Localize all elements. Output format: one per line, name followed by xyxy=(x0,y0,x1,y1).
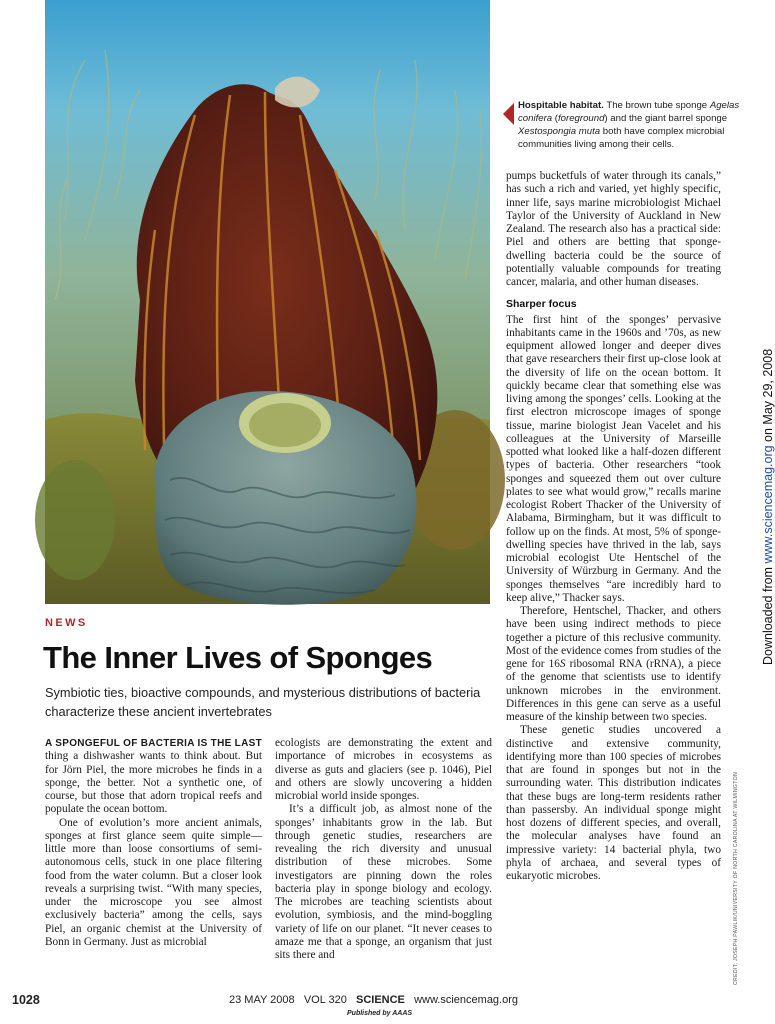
caption-text: ) and the giant barrel sponge xyxy=(604,113,728,124)
sponge-photo xyxy=(45,0,490,604)
middle-column xyxy=(275,737,492,962)
text: S xyxy=(559,658,566,670)
photo-caption xyxy=(503,99,753,151)
lead-in: A SPONGEFUL OF BACTERIA IS THE LAST xyxy=(45,738,262,749)
text: on May 29, 2008 xyxy=(761,348,775,446)
paragraph: ecologists are demonstrating the extent and importance of microbes in ecosystems as diverse as guts and glaciers (see p. 1046), Piel and others are slowly uncovering a hidden microbial world inside sponges. xyxy=(275,737,492,802)
volume: VOL 320 xyxy=(303,994,347,1006)
caption-text: The brown tube sponge xyxy=(606,100,710,111)
photo-credit: CREDIT: JOSEPH PAWLIK/UNIVERSITY OF NORTH CAROLINA AT WILMINGTON xyxy=(733,772,739,985)
text: Downloaded from xyxy=(761,563,775,665)
caption-species: Xestospongia muta xyxy=(518,126,601,137)
paragraph: One of evolution’s more ancient animals, sponges at first glance seem quite simple—little more than loose consortiums of semi-autonomous cells, stuck in one place filtering food from the water column. But a closer look reveals a surprising twist. “With many species, under the microscope you see almost exclusively bacteria” among the cells, says Piel, an organic chemist at the University of Bonn in Germany. Just as microbial xyxy=(45,816,262,948)
subtitle: Symbiotic ties, bioactive compounds, and mysterious distributions of bacteria characterize these ancient invertebrates xyxy=(45,685,481,719)
issue-date: 23 MAY 2008 xyxy=(229,994,295,1006)
caption-species: Agelas conifera xyxy=(518,100,740,124)
text: thing a dishwasher wants to think about. But for Jörn Piel, the more microbes he finds in a sponge, the better. Not a synthetic one, of course, but those that adorn tropical reefs and populate the ocean bottom. xyxy=(45,750,262,816)
download-notice xyxy=(761,320,775,665)
caption-foreground: foreground xyxy=(558,113,605,124)
caption-pointer-icon xyxy=(503,103,514,125)
paragraph: pumps bucketfuls of water through its canals,” has such a rich and varied, yet highly specific, inner life, says marine microbiologist Michael Taylor of the University of Auckland in New Zealand. The research also has a practical side: Piel and others are betting that sponge-dwelling bacteria could be the source of potentially valuable compounds for treating cancer, malaria, and other human diseases. xyxy=(506,170,721,288)
page-footer xyxy=(0,990,768,1024)
journal-url: www.sciencemag.org xyxy=(414,994,519,1006)
page-title: The Inner Lives of Sponges xyxy=(43,640,433,675)
paragraph: It’s a difficult job, as almost none of the sponges’ inhabitants grow in the lab. But through genetic studies, researchers are revealing the rich diversity and unusual distribution of these microbes. Some investigators are pinning down the roles bacteria play in sponge biology and ecology. The microbes are teaching scientists about evolution, symbiosis, and the mind-boggling variety of life on our planet. “It never ceases to amaze me that a sponge, an organism that just sits there and xyxy=(275,803,492,961)
paragraph: The first hint of the sponges’ pervasive inhabitants came in the 1960s and ’70s, as new equipment allowed longer and deeper dives that gave researchers their first up-close look at the diversity of life on the ocean bottom. It quickly became clear that something else was living among the sponges’ cells. Looking at the first electron microscope images of sponge tissue, marine biologist Jean Vacelet and his colleagues at the University of Marseille spotted what looked like a half-dozen different types of bacteria. Other researchers “took sponges and squeezed them out over culture plates to see what would grow,” recalls marine ecologist Robert Thacker of the University of Alabama, Birmingham, but it was difficult to follow up on the finds. At most, 5% of sponge-dwelling species have thrived in the lab, says microbial ecologist Ute Hentschel of the University of Würzburg in Germany. And the sponges themselves “are incredibly hard to keep alive,” Thacker says. xyxy=(506,313,721,604)
section-subhead: Sharper focus xyxy=(506,298,577,311)
publisher: Published by AAAS xyxy=(347,1010,413,1017)
paragraph: These genetic studies uncovered a distinctive and extensive community, identifying more than 100 species of microbes that are found in sponges but not in the surrounding water. This distribution indicates that these bugs are long-term residents rather than passersby. An individual sponge might host dozens of different species, and overall, the molecular analyses have found an impressive variety: 14 bacterial phyla, two phyla of archaea, and several types of eukaryotic microbes. xyxy=(506,724,721,882)
page-number: 1028 xyxy=(12,993,40,1007)
right-column xyxy=(506,170,721,883)
left-column xyxy=(45,737,262,949)
download-link[interactable]: www.sciencemag.org xyxy=(761,445,775,564)
paragraph xyxy=(506,605,721,724)
text: ribosomal RNA (rRNA), a piece of the genome that scientists use to identify unknown microbes in the environment. Differences in this gene can serve as a useful measure of the kinship between two species. xyxy=(506,658,721,723)
reef-illustration xyxy=(45,0,490,604)
paragraph xyxy=(45,737,262,817)
section-label: NEWS xyxy=(45,617,88,629)
journal-name: SCIENCE xyxy=(356,994,405,1006)
caption-title: Hospitable habitat. xyxy=(518,100,604,111)
caption-text: ( xyxy=(552,113,559,124)
issue-info xyxy=(229,994,518,1006)
caption-text: both have complex microbial communities living among their cells. xyxy=(518,126,725,150)
text: Therefore, Hentschel, Thacker, and others have been using indirect methods to piece together a picture of this reclusive community. Most of the evidence comes from studies of the gene for 16 xyxy=(506,605,721,670)
